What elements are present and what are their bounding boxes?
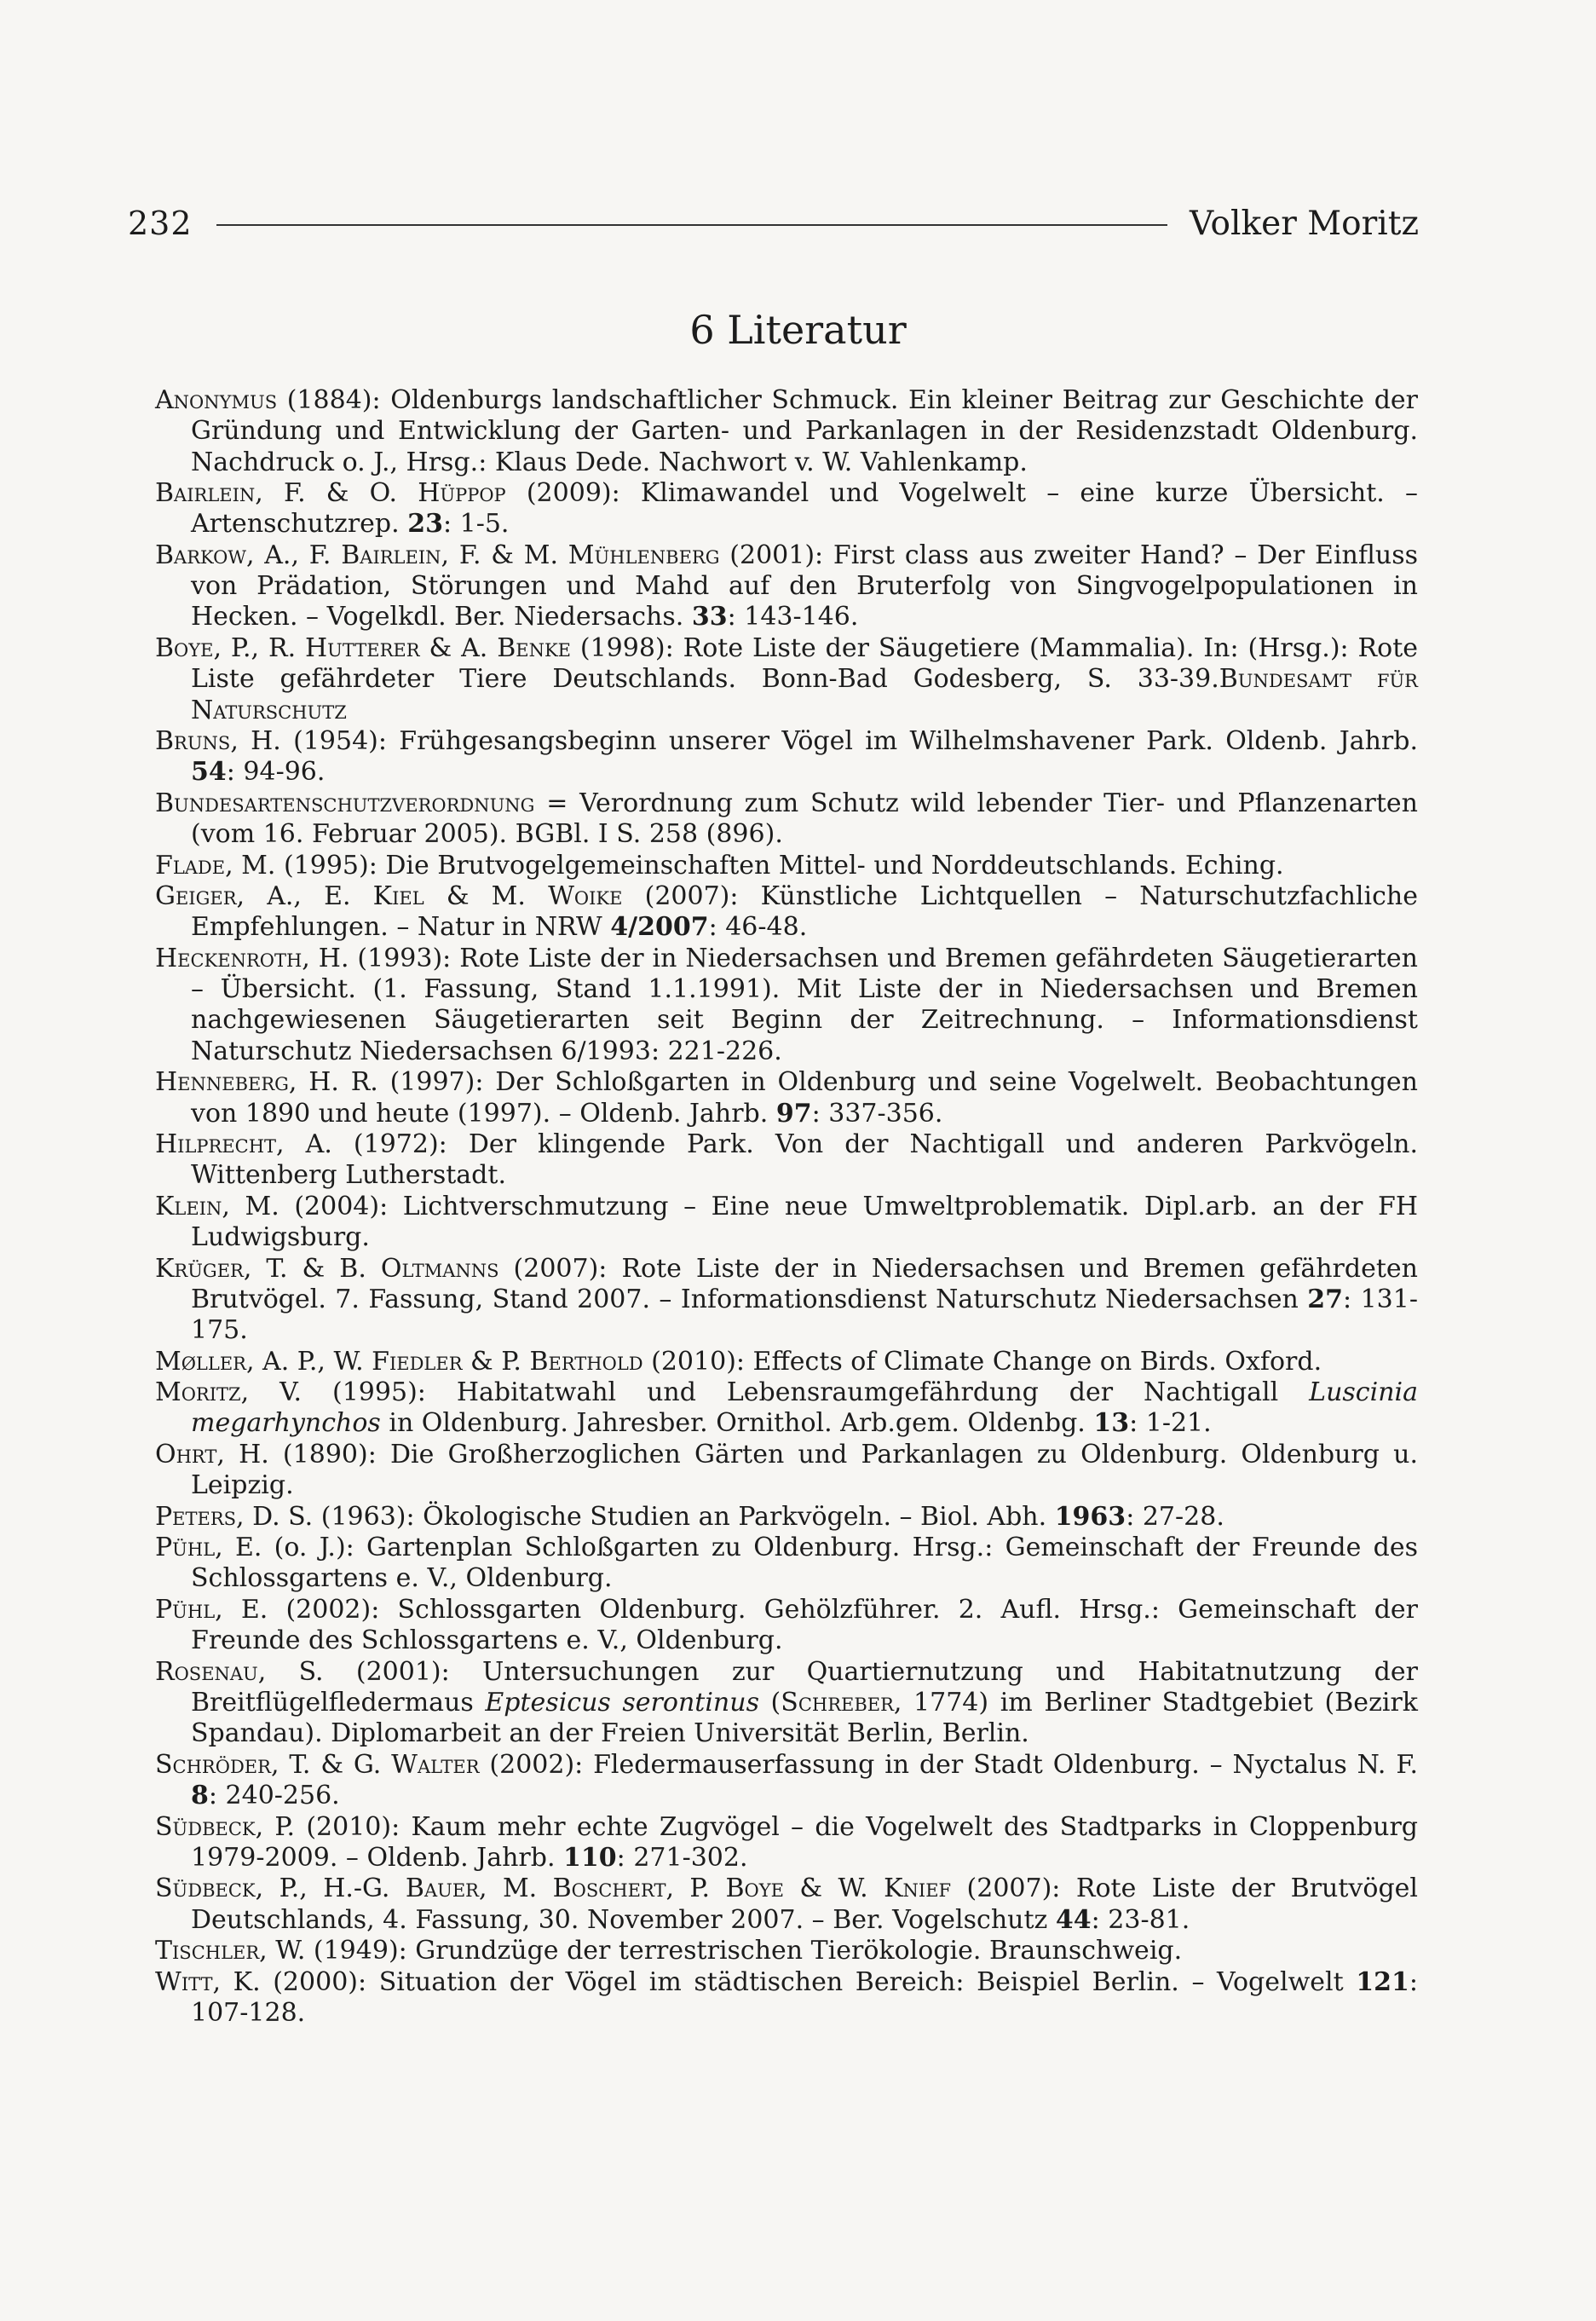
section-title: 6 Literatur [689,307,907,353]
reference-entry [155,1254,1418,1347]
reference-author: Heckenroth, H. [155,943,349,973]
reference-text: (1998): Rote Liste der Säugetiere (Mammalia). In: [570,632,1248,663]
reference-entry [155,1377,1418,1440]
page-number: 232 [128,205,193,242]
reference-italic: Luscinia megarhynchos [191,1377,1419,1439]
reference-text: (2007): Künstliche Lichtquellen – Naturschutzfachliche Empfehlungen. – Natur in NRW [191,881,1418,943]
reference-text: (1884): Oldenburgs landschaftlicher Schmuck. Ein kleiner Beitrag zur Geschichte der Gründung und Entwicklung der Garten- und Parkanlagen in der Residenzstadt Oldenburg. Nachdruck o. J., Hrsg.: Klaus Dede. Nachwort v. W. Vahlenkamp. [191,385,1418,477]
reference-text: (2002): Schlossgarten Oldenburg. Gehölzführer. 2. Aufl. Hrsg.: Gemeinschaft der Freunde des Schlossgartens e. V., Oldenburg. [191,1594,1418,1656]
reference-pages: : 131-175. [191,1284,1418,1346]
reference-text: (2004): Lichtverschmutzung – Eine neue Umweltproblematik. Dipl.arb. an der FH Ludwigsburg. [191,1191,1418,1253]
reference-pages: : 143-146. [727,602,859,632]
reference-text: (2007): Rote Liste der Brutvögel Deutschlands, 4. Fassung, 30. November 2007. – Ber. Vogelschutz [191,1874,1418,1935]
reference-author: Witt, K. [155,1966,261,1997]
reference-entry [155,1657,1418,1750]
reference-text: (1949): Grundzüge der terrestrischen Tierökologie. Braunschweig. [305,1936,1183,1966]
reference-author: Pühl, E. [155,1533,262,1563]
reference-entry [155,478,1418,540]
reference-entry [155,1502,1418,1533]
reference-author: Boye, P., R. Hutterer & A. Benke [155,632,571,663]
reference-pages: : 46-48. [708,912,808,943]
reference-author: Henneberg, H. R. [155,1067,378,1098]
reference-pages: : 27-28. [1126,1501,1224,1532]
reference-entry [155,726,1418,788]
reference-vol: 4/2007 [610,912,709,943]
reference-text: (2007): Rote Liste der in Niedersachsen und Bremen gefährdeten Brutvögel. 7. Fassung, Stand 2007. – Informationsdienst Naturschutz Niedersachsen [191,1253,1418,1314]
reference-author: Hilprecht, A. [155,1129,332,1159]
reference-pages: : 107-128. [191,1966,1418,2028]
reference-entry [155,851,1418,881]
reference-entry [155,1595,1418,1657]
reference-pages: : 1-5. [442,509,510,540]
reference-author: Südbeck, P., H.-G. Bauer, M. Boschert, P. Boye & W. Knief [155,1874,952,1904]
reference-text: (1993): Rote Liste der in Niedersachsen und Bremen gefährdeten Säugetierarten – Übersicht. (1. Fassung, Stand 1.1.1991). Mit Liste der in Niedersachsen und Bremen nachgewiesenen Säugetierarten seit Beginn der Zeitrechnung. – Informationsdienst Naturschutz Niedersachsen 6/1993: 221-226. [191,943,1418,1066]
reference-text: (1995): Habitatwahl und Lebensraumgefährdung der Nachtigall [302,1377,1310,1408]
page-header [128,199,1419,247]
reference-vol: 1963 [1054,1501,1126,1532]
reference-author: Møller, A. P., W. Fiedler & P. Berthold [155,1346,643,1377]
reference-author: Flade, M. [155,850,276,880]
reference-author: Bundesartenschutzverordnung [155,788,535,818]
reference-vol: 27 [1307,1284,1344,1314]
reference-author: Bruns, H. [155,726,281,757]
reference-text: (o. J.): Gartenplan Schloßgarten zu Oldenburg. Hrsg.: Gemeinschaft der Freunde des Schlossgartens e. V., Oldenburg. [191,1533,1418,1594]
reference-author: Klein, M. [155,1191,279,1221]
reference-author: Tischler, W. [155,1936,306,1966]
reference-pages: : 337-356. [811,1098,943,1129]
reference-text: (1995): Die Brutvogelgemeinschaften Mittel- und Norddeutschlands. Eching. [275,850,1284,880]
running-head-author: Volker Moritz [1189,204,1419,243]
reference-entry [155,881,1418,944]
reference-text: (1954): Frühgesangsbeginn unserer Vögel im Wilhelmshavener Park. Oldenb. Jahrb. [280,726,1419,757]
reference-entry [155,1533,1418,1595]
reference-editor: Schreber [781,1688,894,1718]
reference-entry [155,385,1418,478]
reference-text: (2010): Kaum mehr echte Zugvögel – die Vogelwelt des Stadtparks in Cloppenburg 1979-2009. – Oldenb. Jahrb. [191,1811,1419,1873]
reference-pages: : 1-21. [1129,1408,1212,1439]
reference-author: Rosenau, S. [155,1656,324,1687]
reference-vol: 97 [775,1098,812,1129]
reference-text: (2001): First class aus zweiter Hand? – Der Einfluss von Prädation, Störungen und Mahd auf den Bruterfolg von Singvogelpopulationen in Hecken. – Vogelkdl. Ber. Niedersachs. [191,540,1418,632]
reference-text: (1997): Der Schloßgarten in Oldenburg und seine Vogelwelt. Beobachtungen von 1890 und heute (1997). – Oldenb. Jahrb. [191,1067,1418,1129]
reference-pages: : 240-256. [208,1781,340,1811]
reference-entry [155,944,1418,1067]
reference-entry [155,1967,1418,2029]
reference-entry [155,1192,1418,1254]
reference-entry [155,1874,1418,1936]
reference-vol: 8 [191,1781,209,1811]
reference-editor: Bundesamt für Naturschutz [191,664,1418,725]
reference-pages: : 23-81. [1091,1904,1190,1935]
reference-pages: : 271-302. [616,1842,748,1873]
reference-entry [155,1750,1418,1812]
reference-entry [155,1067,1418,1129]
reference-pages: : 94-96. [226,757,326,788]
reference-text: (1972): Der klingende Park. Von der Nachtigall und anderen Parkvögeln. Wittenberg Lutherstadt. [191,1129,1418,1191]
reference-text2: ( [758,1688,781,1718]
header-rule [216,224,1167,226]
reference-vol: 33 [691,602,728,632]
reference-entry [155,633,1418,726]
reference-author: Südbeck, P. [155,1811,296,1842]
reference-author: Bairlein, F. & O. Hüppop [155,478,506,509]
reference-vol: 13 [1093,1408,1130,1439]
reference-entry [155,788,1418,851]
reference-author: Peters, D. S. [155,1501,314,1532]
reference-entry [155,1129,1418,1192]
reference-author: Krüger, T. & B. Oltmanns [155,1253,499,1284]
reference-entry [155,540,1418,633]
reference-entry [155,1812,1418,1874]
reference-text: (2010): Effects of Climate Change on Birds. Oxford. [642,1346,1322,1377]
reference-author: Pühl, E. [155,1594,268,1625]
reference-entry [155,1347,1418,1377]
reference-entry [155,1936,1418,1966]
reference-vol: 121 [1356,1966,1409,1997]
reference-text: (2009): Klimawandel und Vogelwelt – eine kurze Übersicht. – Artenschutzrep. [191,478,1418,540]
reference-entry [155,1440,1418,1502]
reference-vol: 54 [191,757,227,788]
reference-vol: 44 [1055,1904,1092,1935]
reference-author: Anonymus [155,385,278,415]
reference-text: (1890): Die Großherzoglichen Gärten und Parkanlagen zu Oldenburg. Oldenburg u. Leipzig. [191,1439,1418,1501]
reference-vol: 110 [563,1842,617,1873]
reference-text2: in Oldenburg. Jahresber. Ornithol. Arb.gem. Oldenbg. [380,1408,1094,1439]
reference-author: Moritz, V. [155,1377,302,1408]
reference-text: (2002): Fledermauserfassung in der Stadt Oldenburg. – Nyctalus N. F. [479,1749,1418,1780]
reference-italic: Eptesicus serontinus [485,1688,759,1718]
reference-text2: (Hrsg.): Rote Liste gefährdeter Tiere Deutschlands. Bonn-Bad Godesberg, S. 33-39. [191,632,1419,695]
reference-vol: 23 [407,509,443,540]
reference-author: Schröder, T. & G. Walter [155,1749,480,1780]
reference-text: (2000): Situation der Vögel im städtischen Bereich: Beispiel Berlin. – Vogelwelt [260,1966,1357,1997]
reference-text: = Verordnung zum Schutz wild lebender Tier- und Pflanzenarten (vom 16. Februar 2005). BGBl. I S. 258 (896). [191,788,1418,850]
reference-author: Geiger, A., E. Kiel & M. Woike [155,881,623,912]
reference-author: Barkow, A., F. Bairlein, F. & M. Mühlenberg [155,540,720,570]
reference-author: Ohrt, H. [155,1439,269,1469]
reference-text3: , 1774) im Berliner Stadtgebiet (Bezirk Spandau). Diplomarbeit an der Freien Universität Berlin, Berlin. [191,1688,1418,1749]
reference-list [155,385,1418,2029]
reference-text: (1963): Ökologische Studien an Parkvögeln. – Biol. Abh. [313,1501,1055,1532]
reference-text: (2001): Untersuchungen zur Quartiernutzung und Habitatnutzung der Breitflügelfledermaus [191,1656,1418,1718]
